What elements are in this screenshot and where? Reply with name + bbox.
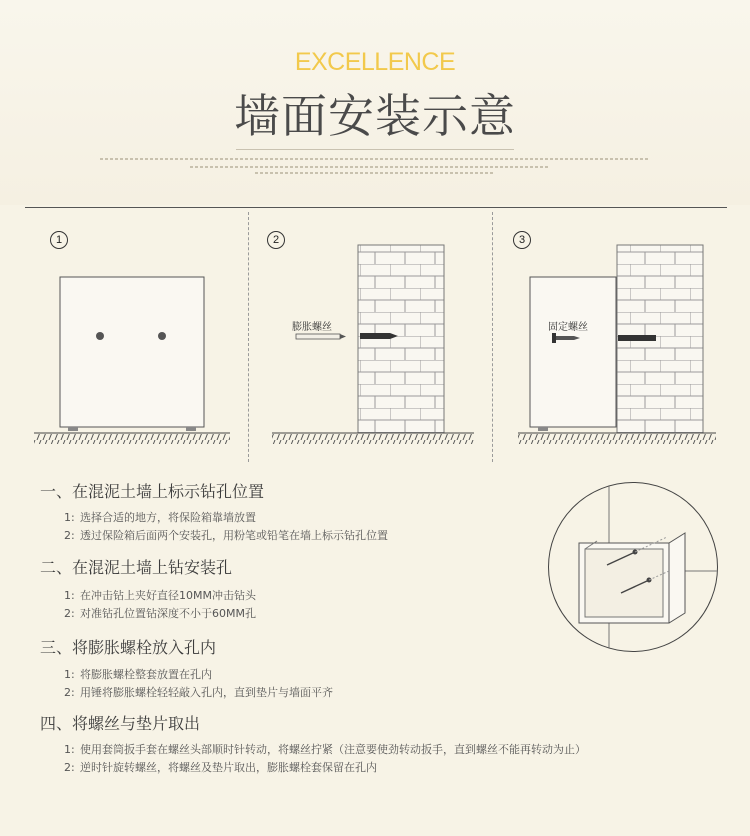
floor-2 (272, 433, 474, 444)
floor-1 (34, 433, 230, 444)
panel-2-number: 2 (267, 231, 285, 249)
mark-hole-right (158, 332, 166, 340)
fixing-screw-label: 固定螺丝 (548, 322, 588, 333)
section-1-title: 一、在混泥土墙上标示钻孔位置 (40, 482, 265, 501)
floor-3 (518, 433, 716, 444)
expansion-screw-illustration (296, 333, 398, 339)
mark-hole-left (96, 332, 104, 340)
section-4-step-1: 1: 使用套筒扳手套在螺丝头部顺时针转动，将螺丝拧紧（注意要使劲转动扳手，直到螺丝不能再转动为止） (64, 743, 586, 756)
section-4-title: 四、将螺丝与垫片取出 (40, 714, 201, 733)
bolt-detail-illustration (548, 482, 718, 652)
section-4-step-2: 2: 逆时针旋转螺丝，将螺丝及垫片取出，膨胀螺栓套保留在孔内 (64, 761, 377, 774)
excellence-heading: EXCELLENCE (294, 48, 456, 76)
section-1-step-2: 2: 透过保险箱后面两个安装孔，用粉笔或铅笔在墙上标示钻孔位置 (64, 529, 388, 542)
section-2-step-1: 1: 在冲击钻上夹好直径10MM冲击钻头 (64, 589, 256, 602)
section-2-step-2: 2: 对准钻孔位置钻深度不小于60MM孔 (64, 607, 256, 620)
expansion-screw-label: 膨胀螺丝 (292, 322, 332, 333)
section-3-step-2: 2: 用锤将膨胀螺栓轻轻敲入孔内，直到垫片与墙面平齐 (64, 686, 333, 699)
section-3-title: 三、将膨胀螺栓放入孔内 (40, 638, 217, 657)
page-title: 墙面安装示意 (234, 89, 516, 143)
section-3-step-1: 1: 将膨胀螺栓整套放置在孔内 (64, 668, 212, 681)
panel-3-number: 3 (513, 231, 531, 249)
panel-1-number: 1 (50, 231, 68, 249)
safe-front-view (60, 277, 204, 431)
safe-side-view (530, 277, 616, 431)
section-1-step-1: 1: 选择合适的地方，将保险箱靠墙放置 (64, 511, 256, 524)
section-2-title: 二、在混泥土墙上钻安装孔 (40, 558, 233, 577)
